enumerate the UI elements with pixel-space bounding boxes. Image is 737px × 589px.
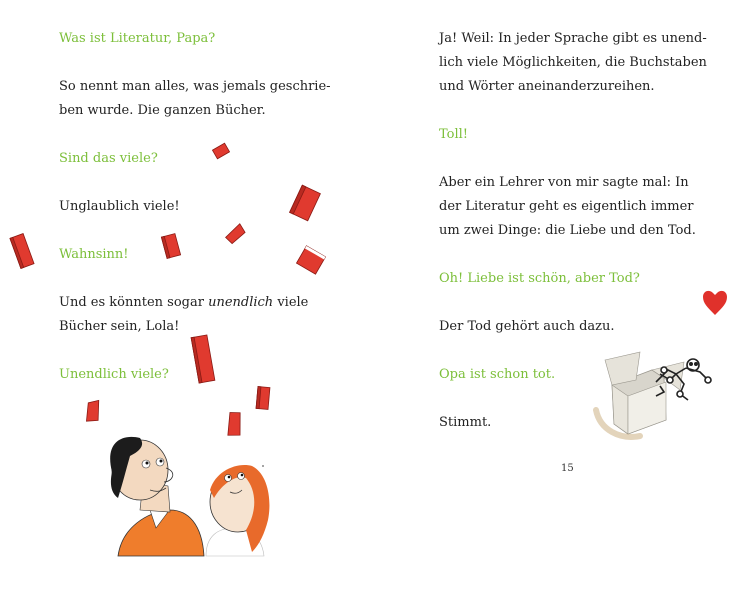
text-run: Und es könnten sogar (59, 295, 209, 310)
dialogue-answer-line: Aber ein Lehrer von mir sagte mal: In (439, 175, 689, 190)
right-page (370, 0, 737, 589)
dialogue-answer-line: um zwei Dinge: die Liebe und den Tod. (439, 223, 696, 238)
dialogue-question: Wahnsinn! (59, 247, 129, 262)
dialogue-question: Was ist Literatur, Papa? (59, 31, 216, 46)
dialogue-answer-line: Stimmt. (439, 415, 492, 430)
dialogue-answer-line: Ja! Weil: In jeder Sprache gibt es unend- (439, 31, 707, 46)
dialogue-answer-line: und Wörter aneinanderzureihen. (439, 79, 655, 94)
dialogue-answer-line (59, 291, 308, 315)
dialogue-answer-line: Der Tod gehört auch dazu. (439, 319, 615, 334)
page-number: 15 (561, 463, 574, 474)
text-run: viele (273, 295, 309, 310)
dialogue-question: Toll! (439, 127, 469, 142)
dialogue-answer-line: So nennt man alles, was jemals geschrie- (59, 79, 331, 94)
dialogue-question: Oh! Liebe ist schön, aber Tod? (439, 271, 640, 286)
dialogue-question: Sind das viele? (59, 151, 158, 166)
dialogue-answer-line: Bücher sein, Lola! (59, 319, 180, 334)
dialogue-answer-line: der Literatur geht es eigentlich immer (439, 199, 694, 214)
dialogue-answer-line: Unglaublich viele! (59, 199, 180, 214)
dialogue-answer-line: ben wurde. Die ganzen Bücher. (59, 103, 266, 118)
dialogue-question: Unendlich viele? (59, 367, 169, 382)
emphasized-word: unendlich (208, 295, 274, 310)
dialogue-answer-line: lich viele Möglichkeiten, die Buchstaben (439, 55, 707, 70)
dialogue-question: Opa ist schon tot. (439, 367, 556, 382)
